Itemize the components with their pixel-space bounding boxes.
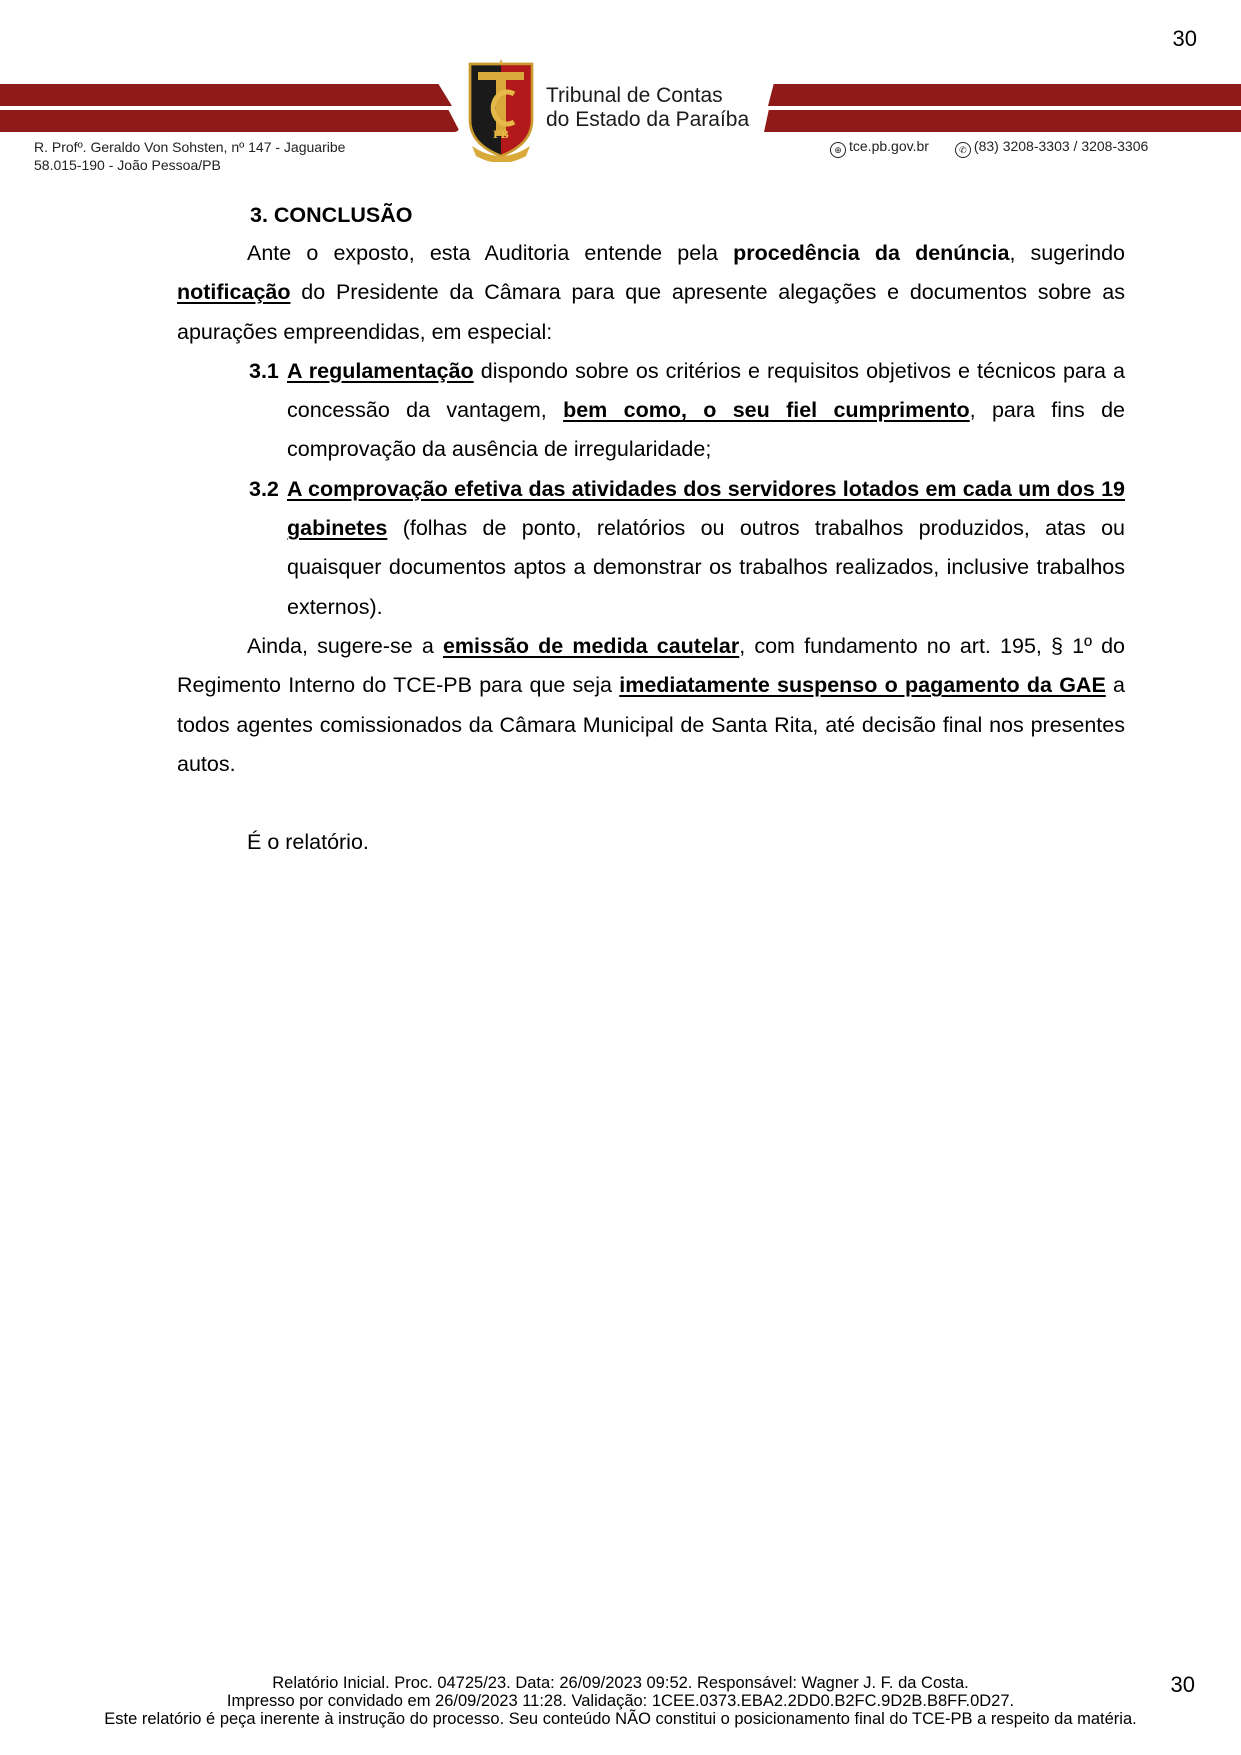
- text: , sugerindo: [1009, 241, 1125, 265]
- emphasis-text: notificação: [177, 280, 291, 305]
- org-name-line2: do Estado da Paraíba: [546, 108, 750, 131]
- paragraph-cautelar: [177, 627, 1125, 784]
- contact-info: [830, 138, 1148, 158]
- item-number: 3.2: [249, 476, 279, 501]
- emphasis-text: bem como, o seu fiel cumprimento: [563, 398, 970, 423]
- text: , para fins de comprovação da ausência de irregularidade;: [287, 398, 1126, 462]
- page-number-bottom: 30: [1170, 1672, 1195, 1697]
- text: do Presidente da Câmara para que apresente alegações e documentos sobre as apurações empreendidas, em especial:: [177, 280, 1125, 344]
- item-number: 3.1: [249, 358, 279, 383]
- footer-line2: Impresso por convidado em 26/09/2023 11:28. Validação: 1CEE.0373.EBA2.2DD0.B2FC.9D2B.B8FF.0D27.: [226, 1692, 1015, 1710]
- paragraph-intro: [177, 234, 1125, 352]
- list-item-3-1: [177, 352, 1125, 470]
- text: Ainda, sugere-se a: [247, 633, 443, 658]
- address-line2: 58.015-190 - João Pessoa/PB: [34, 157, 221, 173]
- footer-line3: Este relatório é peça inerente à instrução do processo. Seu conteúdo NÃO constitui o posicionamento final do TCE-PB a respeito da matéria.: [104, 1710, 1137, 1728]
- website-link[interactable]: tce.pb.gov.br: [849, 138, 929, 154]
- address: [34, 138, 345, 174]
- list-item-3-2: [177, 470, 1125, 627]
- globe-icon: ⊕: [830, 142, 846, 158]
- header-bar-right-top: [768, 84, 1241, 106]
- emphasis-text: A regulamentação: [287, 358, 474, 383]
- bold-text: procedência da denúncia: [733, 241, 1010, 265]
- page-footer: [0, 1674, 1241, 1728]
- section-heading: 3. CONCLUSÃO: [250, 203, 413, 227]
- text: , com fundamento no art. 195, § 1º do Regimento Interno do TCE-PB para que seja: [177, 633, 1125, 698]
- text: a todos agentes comissionados da Câmara Municipal de Santa Rita, até decisão final nos presentes autos.: [177, 673, 1125, 776]
- document-body: [177, 200, 1125, 862]
- svg-text:PB: PB: [493, 130, 509, 141]
- org-name-line1: Tribunal de Contas: [546, 84, 723, 107]
- org-name: [546, 84, 749, 132]
- whatsapp-icon: ✆: [955, 142, 971, 158]
- text: dispondo sobre os critérios e requisitos objetivos e técnicos para a concessão da vantagem,: [287, 358, 1125, 423]
- header-bar-left-bottom: [0, 110, 460, 132]
- footer-line1: Relatório Inicial. Proc. 04725/23. Data: 26/09/2023 09:52. Responsável: Wagner J. F. da Costa.: [272, 1674, 969, 1692]
- header-bar-right-bottom: [764, 110, 1241, 132]
- text: Ante o exposto, esta Auditoria entende pela: [247, 241, 734, 265]
- phone-number: (83) 3208-3303 / 3208-3306: [973, 138, 1149, 154]
- closing-statement: É o relatório.: [247, 830, 369, 855]
- text: (folhas de ponto, relatórios ou outros trabalhos produzidos, atas ou quaisquer documentos aptos a demonstrar os trabalhos realizados, inclusive trabalhos externos).: [287, 516, 1125, 619]
- emphasis-text: emissão de medida cautelar: [442, 633, 740, 658]
- emphasis-text: imediatamente suspenso o pagamento da GAE: [619, 673, 1106, 698]
- header-bar-left-top: [0, 84, 452, 106]
- tce-pb-crest-logo: [466, 58, 536, 162]
- address-line1: R. Profº. Geraldo Von Sohsten, nº 147 - Jaguaribe: [34, 139, 346, 155]
- page-number-top: 30: [1172, 26, 1197, 51]
- emphasis-text: A comprovação efetiva das atividades dos servidores lotados em cada um dos 19 gabinetes: [287, 476, 1125, 541]
